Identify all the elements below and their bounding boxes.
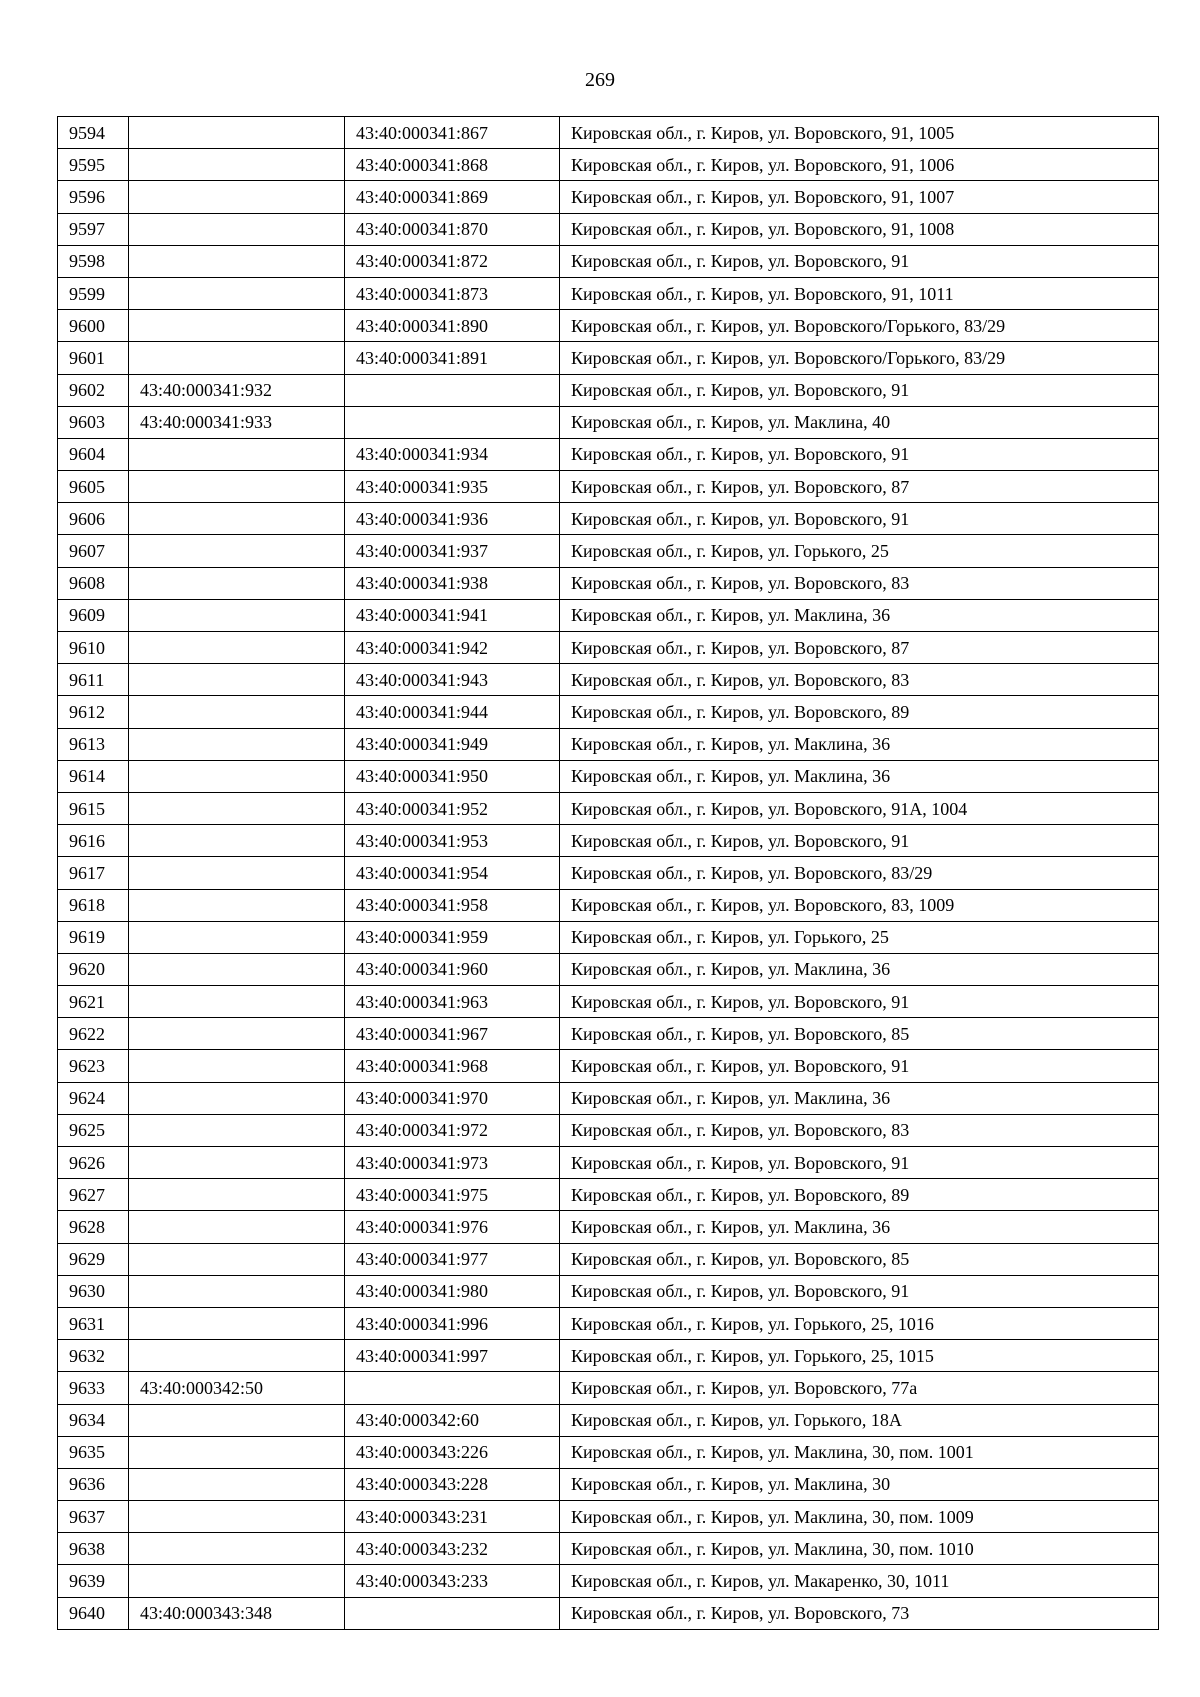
land-cadastral-number-cell: 43:40:000341:933: [129, 406, 345, 438]
row-number-cell: 9606: [58, 503, 129, 535]
land-cadastral-number-cell: 43:40:000342:50: [129, 1372, 345, 1404]
land-cadastral-number-cell: [129, 921, 345, 953]
building-cadastral-number-cell: 43:40:000341:963: [345, 986, 560, 1018]
address-cell: Кировская обл., г. Киров, ул. Воровского, 85: [560, 1243, 1159, 1275]
table-row: [58, 1404, 1159, 1436]
address-cell: Кировская обл., г. Киров, ул. Воровского, 91, 1008: [560, 213, 1159, 245]
building-cadastral-number-cell: 43:40:000341:872: [345, 245, 560, 277]
table-row: [58, 632, 1159, 664]
table-row: [58, 1018, 1159, 1050]
table-row: [58, 1114, 1159, 1146]
land-cadastral-number-cell: [129, 567, 345, 599]
table-row: [58, 374, 1159, 406]
address-cell: Кировская обл., г. Киров, ул. Воровского, 91: [560, 438, 1159, 470]
land-cadastral-number-cell: [129, 632, 345, 664]
row-number-cell: 9617: [58, 857, 129, 889]
table-row: [58, 1050, 1159, 1082]
land-cadastral-number-cell: [129, 986, 345, 1018]
address-cell: Кировская обл., г. Киров, ул. Воровского, 83: [560, 664, 1159, 696]
table-row: [58, 986, 1159, 1018]
land-cadastral-number-cell: [129, 599, 345, 631]
table-row: [58, 471, 1159, 503]
property-register-table: [57, 116, 1159, 1630]
address-cell: Кировская обл., г. Киров, ул. Воровского, 91: [560, 245, 1159, 277]
table-row: [58, 503, 1159, 535]
row-number-cell: 9602: [58, 374, 129, 406]
row-number-cell: 9633: [58, 1372, 129, 1404]
land-cadastral-number-cell: [129, 825, 345, 857]
building-cadastral-number-cell: 43:40:000341:949: [345, 728, 560, 760]
row-number-cell: 9610: [58, 632, 129, 664]
address-cell: Кировская обл., г. Киров, ул. Воровского, 91, 1006: [560, 149, 1159, 181]
address-cell: Кировская обл., г. Киров, ул. Воровского/Горького, 83/29: [560, 310, 1159, 342]
address-cell: Кировская обл., г. Киров, ул. Маклина, 30: [560, 1468, 1159, 1500]
building-cadastral-number-cell: 43:40:000341:973: [345, 1147, 560, 1179]
row-number-cell: 9601: [58, 342, 129, 374]
table-row: [58, 664, 1159, 696]
row-number-cell: 9615: [58, 792, 129, 824]
row-number-cell: 9640: [58, 1597, 129, 1629]
row-number-cell: 9638: [58, 1533, 129, 1565]
address-cell: Кировская обл., г. Киров, ул. Маклина, 36: [560, 599, 1159, 631]
table-row: [58, 728, 1159, 760]
table-row: [58, 117, 1159, 149]
row-number-cell: 9607: [58, 535, 129, 567]
table-row: [58, 1275, 1159, 1307]
land-cadastral-number-cell: [129, 1147, 345, 1179]
land-cadastral-number-cell: [129, 857, 345, 889]
building-cadastral-number-cell: [345, 406, 560, 438]
building-cadastral-number-cell: 43:40:000341:996: [345, 1307, 560, 1339]
table-row: [58, 1533, 1159, 1565]
row-number-cell: 9627: [58, 1179, 129, 1211]
row-number-cell: 9639: [58, 1565, 129, 1597]
land-cadastral-number-cell: [129, 953, 345, 985]
land-cadastral-number-cell: [129, 503, 345, 535]
address-cell: Кировская обл., г. Киров, ул. Макаренко, 30, 1011: [560, 1565, 1159, 1597]
row-number-cell: 9598: [58, 245, 129, 277]
row-number-cell: 9624: [58, 1082, 129, 1114]
table-row: [58, 953, 1159, 985]
table-row: [58, 760, 1159, 792]
building-cadastral-number-cell: 43:40:000343:231: [345, 1501, 560, 1533]
building-cadastral-number-cell: 43:40:000341:870: [345, 213, 560, 245]
building-cadastral-number-cell: 43:40:000341:935: [345, 471, 560, 503]
address-cell: Кировская обл., г. Киров, ул. Воровского, 91А, 1004: [560, 792, 1159, 824]
table-row: [58, 1436, 1159, 1468]
land-cadastral-number-cell: 43:40:000343:348: [129, 1597, 345, 1629]
table-row: [58, 696, 1159, 728]
building-cadastral-number-cell: 43:40:000341:942: [345, 632, 560, 664]
address-cell: Кировская обл., г. Киров, ул. Воровского, 83, 1009: [560, 889, 1159, 921]
building-cadastral-number-cell: [345, 374, 560, 406]
address-cell: Кировская обл., г. Киров, ул. Воровского, 73: [560, 1597, 1159, 1629]
row-number-cell: 9616: [58, 825, 129, 857]
address-cell: Кировская обл., г. Киров, ул. Воровского, 85: [560, 1018, 1159, 1050]
building-cadastral-number-cell: 43:40:000341:868: [345, 149, 560, 181]
land-cadastral-number-cell: [129, 792, 345, 824]
building-cadastral-number-cell: 43:40:000341:960: [345, 953, 560, 985]
building-cadastral-number-cell: 43:40:000341:970: [345, 1082, 560, 1114]
address-cell: Кировская обл., г. Киров, ул. Воровского, 83/29: [560, 857, 1159, 889]
table-row: [58, 181, 1159, 213]
table-row: [58, 1147, 1159, 1179]
land-cadastral-number-cell: [129, 1501, 345, 1533]
land-cadastral-number-cell: [129, 277, 345, 309]
land-cadastral-number-cell: [129, 1340, 345, 1372]
table-row: [58, 1082, 1159, 1114]
address-cell: Кировская обл., г. Киров, ул. Воровского, 83: [560, 567, 1159, 599]
row-number-cell: 9611: [58, 664, 129, 696]
address-cell: Кировская обл., г. Киров, ул. Маклина, 36: [560, 1211, 1159, 1243]
row-number-cell: 9628: [58, 1211, 129, 1243]
building-cadastral-number-cell: 43:40:000341:954: [345, 857, 560, 889]
land-cadastral-number-cell: [129, 1050, 345, 1082]
land-cadastral-number-cell: [129, 438, 345, 470]
building-cadastral-number-cell: 43:40:000343:226: [345, 1436, 560, 1468]
address-cell: Кировская обл., г. Киров, ул. Воровского, 91: [560, 825, 1159, 857]
address-cell: Кировская обл., г. Киров, ул. Воровского, 89: [560, 1179, 1159, 1211]
table-row: [58, 438, 1159, 470]
row-number-cell: 9631: [58, 1307, 129, 1339]
table-row: [58, 1211, 1159, 1243]
row-number-cell: 9621: [58, 986, 129, 1018]
land-cadastral-number-cell: [129, 664, 345, 696]
building-cadastral-number-cell: 43:40:000341:869: [345, 181, 560, 213]
row-number-cell: 9596: [58, 181, 129, 213]
land-cadastral-number-cell: [129, 1018, 345, 1050]
address-cell: Кировская обл., г. Киров, ул. Воровского, 91: [560, 1275, 1159, 1307]
table-row: [58, 792, 1159, 824]
land-cadastral-number-cell: [129, 1211, 345, 1243]
building-cadastral-number-cell: 43:40:000341:976: [345, 1211, 560, 1243]
address-cell: Кировская обл., г. Киров, ул. Воровского, 91: [560, 1050, 1159, 1082]
land-cadastral-number-cell: [129, 117, 345, 149]
row-number-cell: 9614: [58, 760, 129, 792]
address-cell: Кировская обл., г. Киров, ул. Маклина, 36: [560, 1082, 1159, 1114]
table-row: [58, 857, 1159, 889]
address-cell: Кировская обл., г. Киров, ул. Маклина, 40: [560, 406, 1159, 438]
building-cadastral-number-cell: 43:40:000341:936: [345, 503, 560, 535]
row-number-cell: 9599: [58, 277, 129, 309]
address-cell: Кировская обл., г. Киров, ул. Воровского, 87: [560, 471, 1159, 503]
address-cell: Кировская обл., г. Киров, ул. Воровского, 91: [560, 986, 1159, 1018]
land-cadastral-number-cell: [129, 728, 345, 760]
building-cadastral-number-cell: 43:40:000342:60: [345, 1404, 560, 1436]
land-cadastral-number-cell: [129, 245, 345, 277]
row-number-cell: 9636: [58, 1468, 129, 1500]
address-cell: Кировская обл., г. Киров, ул. Воровского, 91, 1007: [560, 181, 1159, 213]
building-cadastral-number-cell: 43:40:000343:228: [345, 1468, 560, 1500]
building-cadastral-number-cell: [345, 1597, 560, 1629]
land-cadastral-number-cell: [129, 1275, 345, 1307]
row-number-cell: 9608: [58, 567, 129, 599]
address-cell: Кировская обл., г. Киров, ул. Воровского, 77а: [560, 1372, 1159, 1404]
row-number-cell: 9609: [58, 599, 129, 631]
building-cadastral-number-cell: 43:40:000341:959: [345, 921, 560, 953]
row-number-cell: 9595: [58, 149, 129, 181]
land-cadastral-number-cell: [129, 1468, 345, 1500]
table-row: [58, 310, 1159, 342]
land-cadastral-number-cell: [129, 471, 345, 503]
row-number-cell: 9626: [58, 1147, 129, 1179]
row-number-cell: 9597: [58, 213, 129, 245]
building-cadastral-number-cell: 43:40:000341:953: [345, 825, 560, 857]
building-cadastral-number-cell: 43:40:000341:941: [345, 599, 560, 631]
land-cadastral-number-cell: [129, 181, 345, 213]
table-body: [58, 117, 1159, 1630]
building-cadastral-number-cell: 43:40:000341:980: [345, 1275, 560, 1307]
row-number-cell: 9600: [58, 310, 129, 342]
address-cell: Кировская обл., г. Киров, ул. Воровского, 91, 1011: [560, 277, 1159, 309]
address-cell: Кировская обл., г. Киров, ул. Воровского, 83: [560, 1114, 1159, 1146]
table-row: [58, 1340, 1159, 1372]
building-cadastral-number-cell: 43:40:000341:873: [345, 277, 560, 309]
address-cell: Кировская обл., г. Киров, ул. Маклина, 36: [560, 728, 1159, 760]
building-cadastral-number-cell: 43:40:000341:975: [345, 1179, 560, 1211]
land-cadastral-number-cell: [129, 1436, 345, 1468]
table-row: [58, 1179, 1159, 1211]
row-number-cell: 9637: [58, 1501, 129, 1533]
row-number-cell: 9613: [58, 728, 129, 760]
land-cadastral-number-cell: [129, 535, 345, 567]
land-cadastral-number-cell: 43:40:000341:932: [129, 374, 345, 406]
land-cadastral-number-cell: [129, 1565, 345, 1597]
table-row: [58, 149, 1159, 181]
building-cadastral-number-cell: 43:40:000341:938: [345, 567, 560, 599]
table-row: [58, 245, 1159, 277]
table-row: [58, 825, 1159, 857]
building-cadastral-number-cell: 43:40:000343:232: [345, 1533, 560, 1565]
building-cadastral-number-cell: [345, 1372, 560, 1404]
table-row: [58, 1501, 1159, 1533]
address-cell: Кировская обл., г. Киров, ул. Маклина, 30, пом. 1010: [560, 1533, 1159, 1565]
building-cadastral-number-cell: 43:40:000341:968: [345, 1050, 560, 1082]
address-cell: Кировская обл., г. Киров, ул. Маклина, 36: [560, 953, 1159, 985]
land-cadastral-number-cell: [129, 696, 345, 728]
address-cell: Кировская обл., г. Киров, ул. Горького, 25, 1015: [560, 1340, 1159, 1372]
table-row: [58, 1597, 1159, 1629]
row-number-cell: 9612: [58, 696, 129, 728]
building-cadastral-number-cell: 43:40:000341:944: [345, 696, 560, 728]
address-cell: Кировская обл., г. Киров, ул. Воровского, 91: [560, 374, 1159, 406]
building-cadastral-number-cell: 43:40:000341:952: [345, 792, 560, 824]
building-cadastral-number-cell: 43:40:000341:891: [345, 342, 560, 374]
address-cell: Кировская обл., г. Киров, ул. Маклина, 36: [560, 760, 1159, 792]
row-number-cell: 9603: [58, 406, 129, 438]
building-cadastral-number-cell: 43:40:000341:890: [345, 310, 560, 342]
row-number-cell: 9622: [58, 1018, 129, 1050]
table-row: [58, 1565, 1159, 1597]
address-cell: Кировская обл., г. Киров, ул. Воровского, 87: [560, 632, 1159, 664]
row-number-cell: 9594: [58, 117, 129, 149]
row-number-cell: 9625: [58, 1114, 129, 1146]
row-number-cell: 9623: [58, 1050, 129, 1082]
building-cadastral-number-cell: 43:40:000341:867: [345, 117, 560, 149]
table-row: [58, 277, 1159, 309]
land-cadastral-number-cell: [129, 1082, 345, 1114]
row-number-cell: 9605: [58, 471, 129, 503]
land-cadastral-number-cell: [129, 1243, 345, 1275]
address-cell: Кировская обл., г. Киров, ул. Воровского, 91, 1005: [560, 117, 1159, 149]
row-number-cell: 9618: [58, 889, 129, 921]
row-number-cell: 9629: [58, 1243, 129, 1275]
building-cadastral-number-cell: 43:40:000341:937: [345, 535, 560, 567]
building-cadastral-number-cell: 43:40:000341:967: [345, 1018, 560, 1050]
table-row: [58, 1307, 1159, 1339]
row-number-cell: 9635: [58, 1436, 129, 1468]
building-cadastral-number-cell: 43:40:000341:972: [345, 1114, 560, 1146]
land-cadastral-number-cell: [129, 1179, 345, 1211]
table-row: [58, 567, 1159, 599]
table-row: [58, 1243, 1159, 1275]
building-cadastral-number-cell: 43:40:000341:997: [345, 1340, 560, 1372]
row-number-cell: 9604: [58, 438, 129, 470]
land-cadastral-number-cell: [129, 889, 345, 921]
page-number: 269: [585, 69, 615, 91]
land-cadastral-number-cell: [129, 1533, 345, 1565]
row-number-cell: 9634: [58, 1404, 129, 1436]
address-cell: Кировская обл., г. Киров, ул. Горького, 25: [560, 921, 1159, 953]
building-cadastral-number-cell: 43:40:000343:233: [345, 1565, 560, 1597]
building-cadastral-number-cell: 43:40:000341:958: [345, 889, 560, 921]
table-row: [58, 406, 1159, 438]
address-cell: Кировская обл., г. Киров, ул. Горького, 18А: [560, 1404, 1159, 1436]
table-row: [58, 599, 1159, 631]
table-row: [58, 213, 1159, 245]
address-cell: Кировская обл., г. Киров, ул. Воровского/Горького, 83/29: [560, 342, 1159, 374]
table-row: [58, 342, 1159, 374]
land-cadastral-number-cell: [129, 760, 345, 792]
row-number-cell: 9630: [58, 1275, 129, 1307]
address-cell: Кировская обл., г. Киров, ул. Маклина, 30, пом. 1009: [560, 1501, 1159, 1533]
address-cell: Кировская обл., г. Киров, ул. Воровского, 91: [560, 1147, 1159, 1179]
address-cell: Кировская обл., г. Киров, ул. Горького, 25, 1016: [560, 1307, 1159, 1339]
land-cadastral-number-cell: [129, 342, 345, 374]
row-number-cell: 9620: [58, 953, 129, 985]
table-row: [58, 535, 1159, 567]
land-cadastral-number-cell: [129, 1307, 345, 1339]
land-cadastral-number-cell: [129, 1114, 345, 1146]
row-number-cell: 9619: [58, 921, 129, 953]
land-cadastral-number-cell: [129, 149, 345, 181]
land-cadastral-number-cell: [129, 1404, 345, 1436]
building-cadastral-number-cell: 43:40:000341:977: [345, 1243, 560, 1275]
building-cadastral-number-cell: 43:40:000341:934: [345, 438, 560, 470]
address-cell: Кировская обл., г. Киров, ул. Горького, 25: [560, 535, 1159, 567]
address-cell: Кировская обл., г. Киров, ул. Воровского, 91: [560, 503, 1159, 535]
land-cadastral-number-cell: [129, 213, 345, 245]
table-row: [58, 1468, 1159, 1500]
building-cadastral-number-cell: 43:40:000341:950: [345, 760, 560, 792]
address-cell: Кировская обл., г. Киров, ул. Маклина, 30, пом. 1001: [560, 1436, 1159, 1468]
table-row: [58, 921, 1159, 953]
table-row: [58, 1372, 1159, 1404]
building-cadastral-number-cell: 43:40:000341:943: [345, 664, 560, 696]
row-number-cell: 9632: [58, 1340, 129, 1372]
land-cadastral-number-cell: [129, 310, 345, 342]
table-row: [58, 889, 1159, 921]
address-cell: Кировская обл., г. Киров, ул. Воровского, 89: [560, 696, 1159, 728]
